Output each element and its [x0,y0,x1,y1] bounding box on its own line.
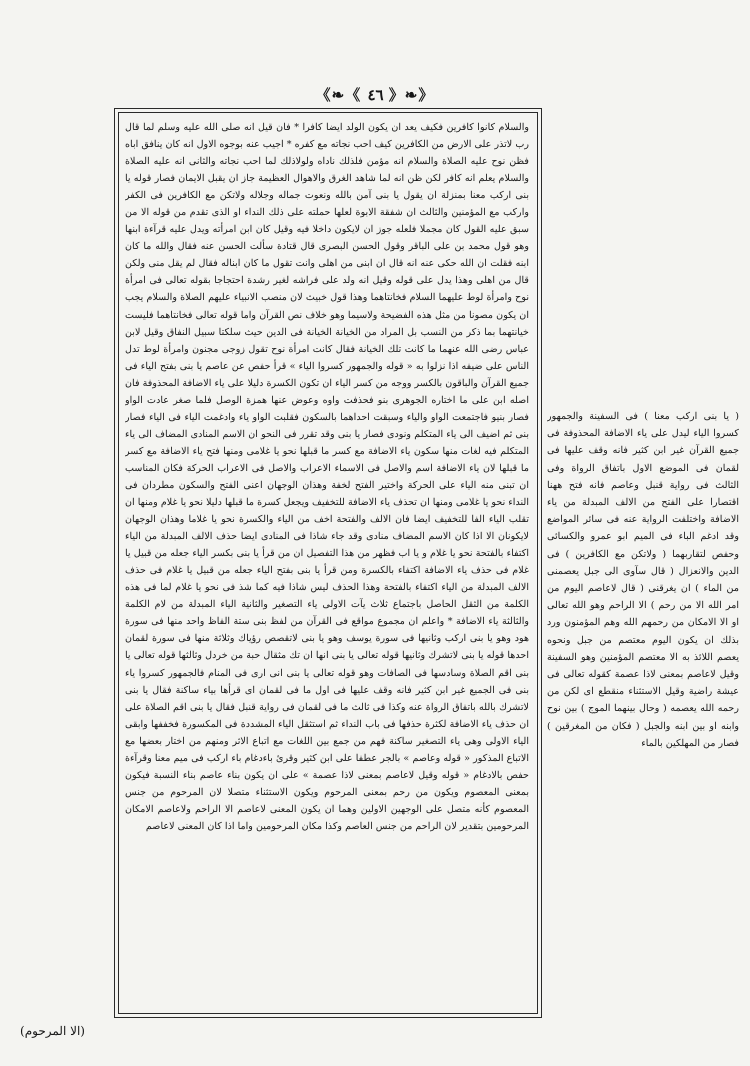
commentary-text [125,119,529,1005]
ornament-left: 《❧《 [315,86,368,104]
tafsir-margin-text [547,408,739,780]
ornament-right: 》❧》 [383,86,435,104]
commentary-frame [114,108,542,1018]
page-number-text: ٤٦ [367,86,384,104]
commentary-paragraph: والسلام كانوا كافرين فكيف يعد ان يكون الولد ايضا كافرا * فان قيل انه صلى الله عليه وسلم لما قال رب لاتذر على الارض من الكافرين كيف احب نجاته مع كفره * اجيب عنه بوجوه الاول انه كان ينافق اباه فظن نوح عليه الصلاة والسلام انه مؤمن فلذلك ناداه ولولاذلك لما احب نجاته والثانى انه عليه الصلاة والسلام يعلم انه كافر لكن ظن انه لما شاهد الغرق والاهوال العظيمة جاز ان يقبل الايمان فصار قوله يا بنى اركب معنا بمنزلة ان يقول يا بنى آمن بالله ونعوت جماله وجلاله ولاتكن مع الكافرين فى الكفر واركب مع المؤمنين والثالث ان شفقة الابوة لعلها حملته على ذلك النداء او الذى تقدم من قوله الا من سبق عليه القول كان مجملا فلعله جوز ان لايكون داخلا فيه وقيل كان ابن امرأته ويدل عليه قرآءة ابنها وهو قول محمد بن على الباقر وقول الحسن البصرى قال قتادة سألت الحسن عنه فقال والله ما كان ابنه فقلت ان الله حكى عنه انه قال ان ابنى من اهلى وانت تقول ما كان ابناله فقال لم يقل منى ولكن قال من اهلى وهذا يدل على قوله وقيل انه ولد على فراشه لغير رشدة احتجاجا بقوله تعالى فى امرأة نوح وامرأة لوط عليهما السلام فخانتاهما وهذا قول خبيث لان منصب الانبياء عليهم الصلاة والسلام يجب ان يكون مصونا من مثل هذه الفضيحة ولاسيما وهو خلاف نص القرآن واما قوله تعالى فخانتاهما فليست خيانتهما بما ذكر من النسب بل المراد من الخيانة الخيانة فى الدين حيث سلكتا سبيل النفاق وقيل لابن عباس رضى الله عنهما ما كانت تلك الخيانة فقال كانت امرأة نوح تقول زوجى مجنون وامرأة لوط تدل الناس على ضيفه اذا نزلوا به « قوله والجمهور كسروا الياء » قرأ حفص عن عاصم يا بنى بفتح الياء فى جميع القرآن والباقون بالكسر ووجه من كسر الياء ان تكون الكسرة دليلا على ياء الاضافة المحذوفة فان اصله ابن على ما اختاره الجوهرى بنو فحذفت واوه وعوض عنها همزة الوصل فلما صغر عادت الواو فصار بنيو فاجتمعت الواو والياء وسبقت احداهما بالسكون فقلبت الواو ياء وادغمت الياء فى الياء فصار بنى ثم اضيف الى ياء المتكلم ونودى فصار يا بنى وقد تقرر فى النحو ان الاسم المنادى المضاف الى ياء المتكلم فيه لغات منها سكون ياء الاضافة مع كسر ما قبلها نحو يا غلامى ومنها فتح ياء الاضافة مع كسر ما قبلها لان ياء الاضافة اسم والاصل فى الاسماء الاعراب والاصل فى الاعراب الحركة فكان المناسب ان تبنى منه الياء على الحركة واختير الفتح لخفة وهذان الوجهان اعنى الفتح والسكون مطردان فى النداء نحو يا غلامى ومنها ان تحذف ياء الاضافة للتخفيف ويجعل كسرة ما قبلها دليلا نحو يا غلام ومنها ان تقلب الياء الفا للتخفيف ايضا فان الالف والفتحة اخف من الياء والكسرة نحو يا غلاما وهذان الوجهان لايكونان الا اذا كان الاسم المضاف منادى وقد جاء شاذا فى المنادى ايضا حذف الالف المبدلة من الياء اكتفاء بالفتحة نحو يا غلام و يا اب فظهر من هذا التفصيل ان من قرأ يا بنى بكسر الياء جعله من قبيل يا غلام فى حذف ياء الاضافة اكتفاء بالكسرة ومن قرأ يا بنى بفتح الياء جعله من قبيل يا غلام فى حذف الالف المبدلة من الياء اكتفاء بالفتحة وهذا الحذف ليس شاذا فيه كما شذ فى نحو يا غلام لما فى هذه الكلمة من الثقل الحاصل باجتماع ثلاث يآت الاولى ياء التصغير والثانية الياء المبدلة من لام الكلمة والثالثة ياء الاضافة * واعلم ان مجموع مواقع فى القرآن من لفظ بنى ستة الفاظ واحد منها فى سورة هود وهو يا بنى اركب وثانيها فى سورة يوسف وهو يا بنى لاتقصص رؤياك وثلاثة منها فى سورة لقمان احدها قوله يا بنى لاتشرك وثانيها قوله تعالى يا بنى انها ان تك مثقال حبة من خردل وثالثها قوله تعالى يا بنى اقم الصلاة وسادسها فى الصافات وهو قوله تعالى يا بنى انى ارى فى المنام فالجمهور كسروا ياء بنى فى الجميع غير ابن كثير فانه وقف عليها فى اول ما فى لقمان اى قرأها بياء ساكنة فقال يا بنى لاتشرك بالله باتفاق الرواة عنه وكذا فى ثالث ما فى لقمان فى رواية قنبل فقال يا بنى اقم الصلاة على ان حذف ياء الاضافة لكثرة حذفها فى باب النداء ثم استثقل الياء المشددة فى المكسورة فخففها وابقى الياء الاولى وهى ياء التصغير ساكنة فهم من جمع بين اللغات مع اتباع الاثر ومنهم من اختار بعضها مع الاتباع المذكور « قوله وعاصم » بالجر عطفا على ابن كثير وقرئ باءدغام باء اركب فى ميم معنا وقرآءة حفص بالادغام « قوله وقيل لاعاصم بمعنى لاذا عصمة » على ان يكون بناء عاصم بناء النسبة فيكون بمعنى المعصوم ويكون من رحم بمعنى المرحوم ويكون الاستثناء متصلا لان المرحوم من جنس المعصوم كأنه متصل على الوجهين الاولين وهما ان يكون المعنى لاعاصم الا الراحم ولاعاصم الامكان المرحومين بتقدير لان الراحم من جنس العاصم وكذا مكان المرحومين واما اذا كان المعنى لاعاصم [125,122,529,832]
margin-paragraph: ( يا بنى اركب معنا ) فى السفينة والجمهور كسروا الياء ليدل على ياء الاضافة المحذوفة فى جميع القرآن غير ابن كثير فانه وقف عليها فى لقمان فى الموضع الاول باتفاق الرواة وفى الثالث فى رواية قنبل وعاصم فانه فتح ههنا اقتصارا على الفتح من الالف المبدلة من ياء الاضافة واختلفت الرواية عنه فى سائر المواضع وقد ادغم الباء فى الميم ابو عمرو والكسائى وحفص لتقاربهما ( ولاتكن مع الكافرين ) فى الدين والانعزال ( قال سآوى الى جبل يعصمنى من الماء ) ان يغرقنى ( قال لاعاصم اليوم من امر الله الا من رحم ) الا الراحم وهو الله تعالى او الا الامكان من رحمهم الله وهم المؤمنون ورد بذلك ان يكون اليوم معتصم من جبل ونحوه يعصم اللائذ به الا معتصم المؤمنين وهو السفينة وقيل لاعاصم بمعنى لاذا عصمة كقوله تعالى فى عيشة راضية وقيل الاستثناء منقطع اى لكن من رحمه الله يعصمه ( وحال بينهما الموج ) بين نوح وابنه او بين ابنه والجبل ( فكان من المغرقين ) فصار من المهلكين بالماء [547,411,739,749]
page-number [0,84,750,105]
catchword: (الا المرحوم) [20,1024,85,1038]
